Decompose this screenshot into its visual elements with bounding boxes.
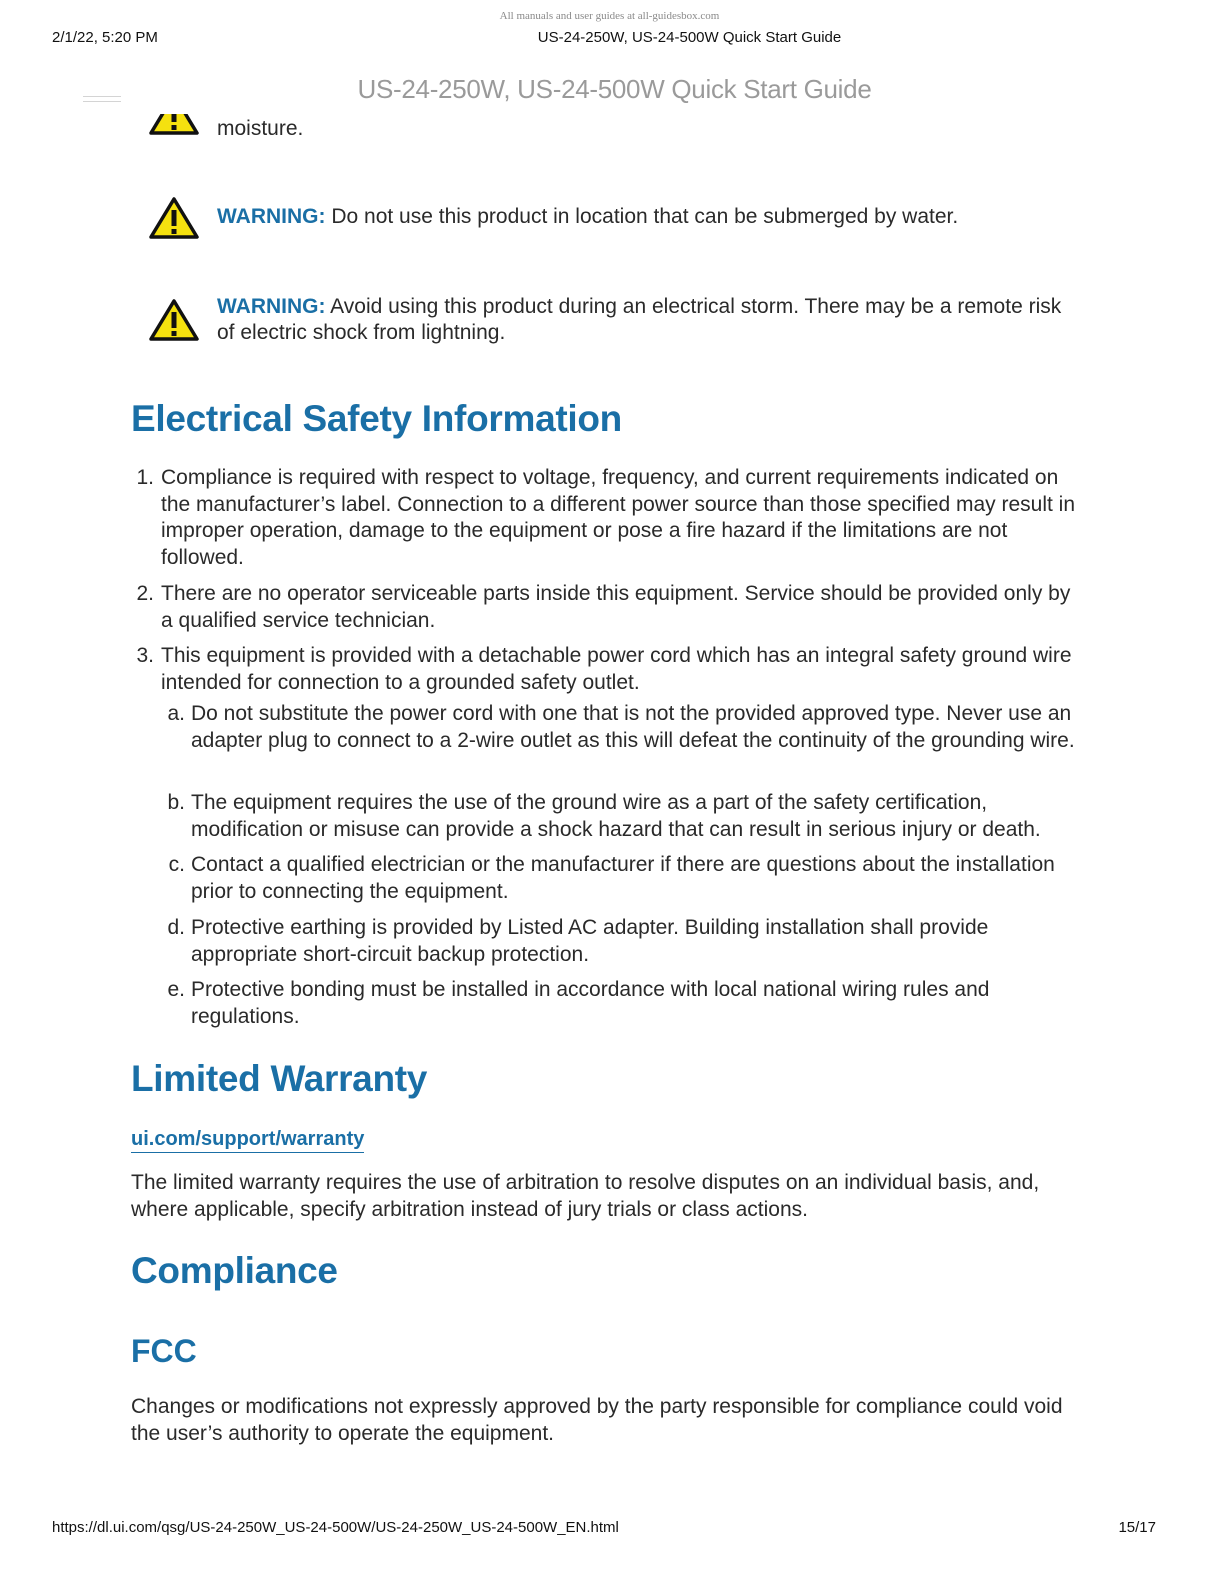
doc-header-title: US-24-250W, US-24-500W Quick Start Guide — [357, 74, 872, 104]
watermark: All manuals and user guides at all-guidesbox.com — [499, 10, 720, 22]
warning-text-partial: moisture. — [217, 117, 304, 140]
print-title: US-24-250W, US-24-500W Quick Start Guide — [537, 29, 842, 46]
warning-text: WARNING: Do not use this product in location that can be submerged by water. — [217, 205, 959, 228]
warranty-link[interactable]: ui.com/support/warranty — [131, 1128, 364, 1153]
compliance-heading: Compliance — [131, 1250, 338, 1291]
warning-icon — [148, 196, 200, 240]
warning-label: WARNING: — [217, 205, 326, 228]
warning-icon — [148, 114, 208, 136]
fcc-heading: FCC — [131, 1333, 197, 1369]
warning-icon — [148, 298, 200, 342]
warning-label: WARNING: — [217, 295, 326, 318]
print-footer-url: https://dl.ui.com/qsg/US-24-250W_US-24-500W/US-24-250W_US-24-500W_EN.html — [52, 1519, 619, 1536]
fcc-text: Changes or modifications not expressly approved by the party responsible for compliance could void the user’s authority to operate the equipment. — [131, 1395, 1063, 1445]
electrical-safety-heading: Electrical Safety Information — [131, 398, 622, 439]
limited-warranty-heading: Limited Warranty — [131, 1058, 428, 1099]
warning-text: WARNING: Avoid using this product during an electrical storm. There may be a remote risk of electric shock from lightning. — [217, 295, 1062, 344]
print-date-time: 2/1/22, 5:20 PM — [52, 29, 158, 46]
print-page-number: 15/17 — [1118, 1519, 1156, 1536]
warranty-text: The limited warranty requires the use of arbitration to resolve disputes on an individual basis, and, where applicable, specify arbitration instead of jury trials or class actions. — [131, 1171, 1040, 1221]
